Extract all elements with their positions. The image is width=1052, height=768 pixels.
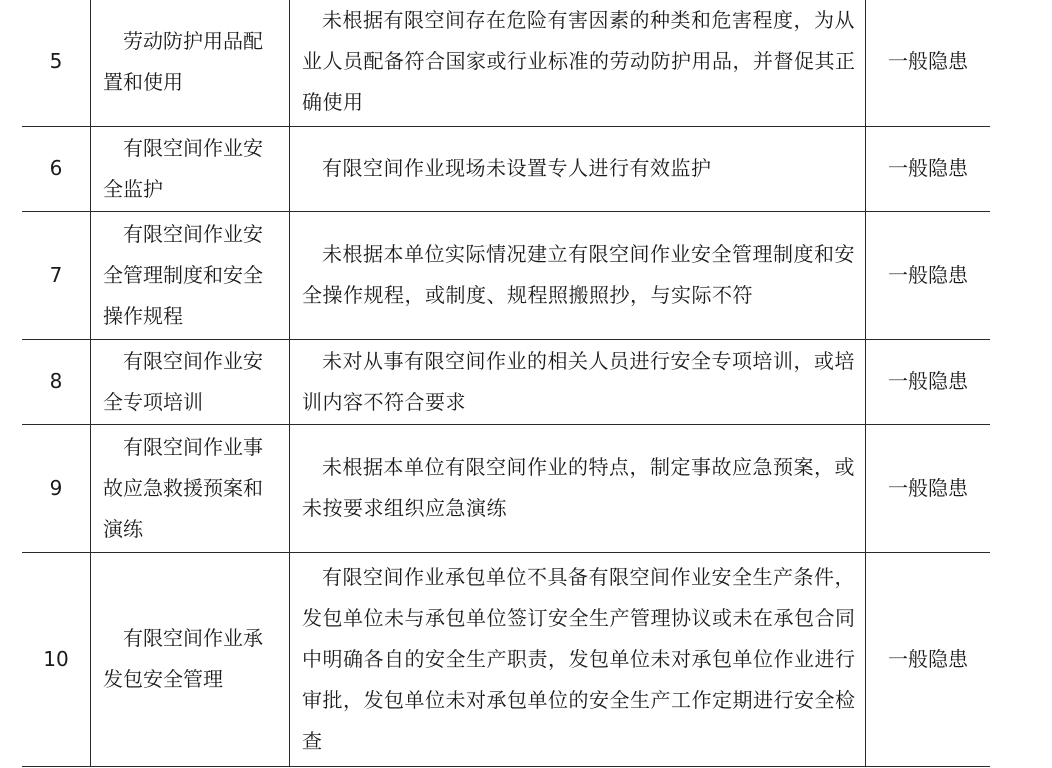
- row-number: 7: [22, 211, 91, 339]
- hazard-description: [290, 552, 866, 766]
- hazard-description: [290, 211, 866, 339]
- hazard-level: 一般隐患: [866, 552, 991, 766]
- hazard-level: 一般隐患: [866, 339, 991, 424]
- hazard-description: [290, 339, 866, 424]
- hazard-description-text: 有限空间作业承包单位不具备有限空间作业安全生产条件，发包单位未与承包单位签订安全生产管理协议或未在承包合同中明确各自的安全生产职责，发包单位未对承包单位作业进行审批，发包单位未对承包单位的安全生产工作定期进行安全检查: [302, 564, 856, 753]
- item-name-text: 有限空间作业承发包安全管理: [103, 626, 263, 691]
- row-number: 10: [22, 552, 91, 766]
- item-name-text: 有限空间作业安全管理制度和安全操作规程: [103, 221, 263, 328]
- hazard-description: [290, 424, 866, 552]
- table-row: [22, 339, 990, 424]
- hazard-level: 一般隐患: [866, 211, 991, 339]
- table-row: [22, 0, 990, 126]
- item-name: [91, 126, 290, 211]
- item-name: [91, 211, 290, 339]
- item-name: [91, 424, 290, 552]
- row-number: 9: [22, 424, 91, 552]
- table-row: [22, 211, 990, 339]
- table-row: [22, 126, 990, 211]
- hazard-table: [22, 0, 990, 767]
- table-row: [22, 552, 990, 766]
- hazard-description-text: 未根据有限空间存在危险有害因素的种类和危害程度，为从业人员配备符合国家或行业标准的劳动防护用品，并督促其正确使用: [302, 8, 856, 115]
- hazard-level: 一般隐患: [866, 126, 991, 211]
- row-number: 8: [22, 339, 91, 424]
- item-name-text: 有限空间作业安全监护: [103, 135, 263, 201]
- hazard-description-text: 未对从事有限空间作业的相关人员进行安全专项培训，或培训内容不符合要求: [302, 348, 855, 414]
- item-name: [91, 552, 290, 766]
- item-name: [91, 339, 290, 424]
- hazard-level: 一般隐患: [866, 0, 991, 126]
- row-number: 5: [22, 0, 91, 126]
- hazard-description: [290, 0, 866, 126]
- hazard-description-text: 未根据本单位实际情况建立有限空间作业安全管理制度和安全操作规程，或制度、规程照搬照抄，与实际不符: [302, 242, 855, 307]
- item-name-text: 有限空间作业安全专项培训: [103, 348, 263, 414]
- hazard-level: 一般隐患: [866, 424, 991, 552]
- row-number: 6: [22, 126, 91, 211]
- hazard-description: [290, 126, 866, 211]
- item-name-text: 劳动防护用品配置和使用: [103, 28, 263, 94]
- table-row: [22, 424, 990, 552]
- hazard-description-text: 有限空间作业现场未设置专人进行有效监护: [322, 156, 712, 180]
- hazard-description-text: 未根据本单位有限空间作业的特点，制定事故应急预案，或未按要求组织应急演练: [302, 455, 855, 520]
- item-name-text: 有限空间作业事故应急救援预案和演练: [103, 434, 263, 541]
- item-name: [91, 0, 290, 126]
